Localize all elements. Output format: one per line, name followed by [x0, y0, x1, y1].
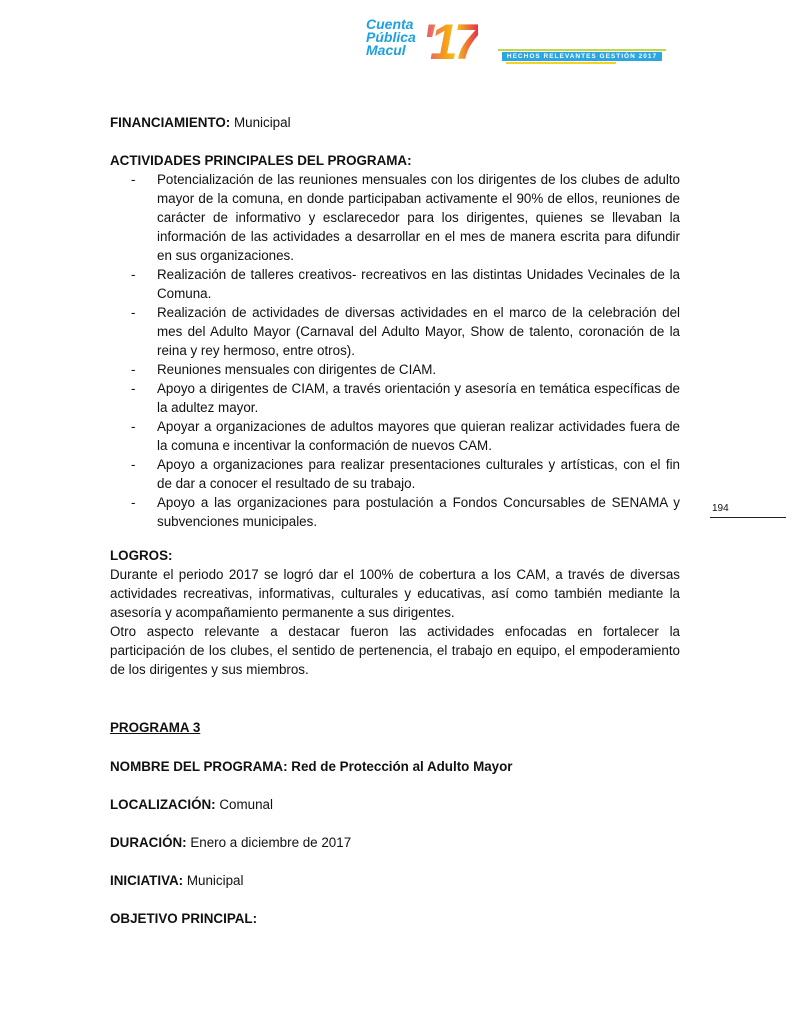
localizacion-label: LOCALIZACIÓN:	[110, 797, 216, 812]
iniciativa-line	[110, 871, 243, 890]
nombre-programa-value: Red de Protección al Adulto Mayor	[287, 759, 513, 774]
logros-heading: LOGROS:	[110, 548, 173, 563]
list-item: - Reuniones mensuales con dirigentes de CIAM.	[110, 360, 680, 379]
page-number: 194	[710, 502, 786, 518]
actividades-list	[110, 170, 680, 531]
tagline: HECHOS RELEVANTES GESTIÓN 2017	[506, 53, 658, 60]
nombre-programa-line	[110, 757, 513, 776]
logros-section	[110, 546, 680, 679]
logo-line: Cuenta	[366, 16, 414, 32]
logo-line: Macul	[366, 42, 406, 58]
objetivo-principal-label: OBJETIVO PRINCIPAL:	[110, 911, 258, 926]
nombre-programa-label: NOMBRE DEL PROGRAMA:	[110, 759, 288, 774]
financiamiento-value: Municipal	[230, 115, 291, 130]
cuenta-publica-logo	[366, 14, 666, 70]
logo-year: '17	[422, 14, 478, 70]
tagline-band	[502, 52, 662, 61]
logros-paragraph: Durante el periodo 2017 se logró dar el 100% de cobertura a los CAM, a través de diversas actividades recreativas, informativas, culturales y educativas, así como también mediante la asesoría y acompañamiento permanente a sus dirigentes.	[110, 567, 680, 620]
financiamiento-label: FINANCIAMIENTO:	[110, 115, 231, 130]
list-item: - Apoyo a dirigentes de CIAM, a través orientación y asesoría en temática específicas de la adultez mayor.	[110, 379, 680, 417]
programa-3-heading: PROGRAMA 3	[110, 720, 201, 735]
localizacion-line	[110, 795, 273, 814]
logo-line: Pública	[366, 29, 416, 45]
duracion-line	[110, 833, 351, 852]
list-item: - Apoyo a organizaciones para realizar presentaciones culturales y artísticas, con el fin de dar a conocer el resultado de su trabajo.	[110, 455, 680, 493]
list-item: - Realización de actividades de diversas actividades en el marco de la celebración del mes del Adulto Mayor (Carnaval del Adulto Mayor, Show de talento, coronación de la reina y rey hermoso, entre otros).	[110, 303, 680, 360]
list-item: - Realización de talleres creativos- recreativos en las distintas Unidades Vecinales de la Comuna.	[110, 265, 680, 303]
duracion-value: Enero a diciembre de 2017	[186, 835, 352, 850]
list-item: - Potencialización de las reuniones mensuales con los dirigentes de los clubes de adulto mayor de la comuna, en donde participaban activamente el 90% de ellos, reuniones de carácter de informativo y esclarecedor para los dirigentes, quienes se llevaban la información de las actividades a desarrollar en el mes de manera escrita para difundir en sus organizaciones.	[110, 170, 680, 265]
iniciativa-label: INICIATIVA:	[110, 873, 184, 888]
financiamiento-line	[110, 113, 291, 132]
actividades-heading: ACTIVIDADES PRINCIPALES DEL PROGRAMA:	[110, 153, 412, 168]
list-item: - Apoyo a las organizaciones para postulación a Fondos Concursables de SENAMA y subvenciones municipales.	[110, 493, 680, 531]
iniciativa-value: Municipal	[183, 873, 244, 888]
localizacion-value: Comunal	[215, 797, 273, 812]
actividades-section	[110, 151, 680, 531]
duracion-label: DURACIÓN:	[110, 835, 187, 850]
list-item: - Apoyar a organizaciones de adultos mayores que quieran realizar actividades fuera de la comuna e incentivar la conformación de nuevos CAM.	[110, 417, 680, 455]
logros-paragraph: Otro aspecto relevante a destacar fueron las actividades enfocadas en fortalecer la participación de los clubes, el sentido de pertenencia, el trabajo en equipo, el empoderamiento de los dirigentes y sus miembros.	[110, 624, 680, 677]
